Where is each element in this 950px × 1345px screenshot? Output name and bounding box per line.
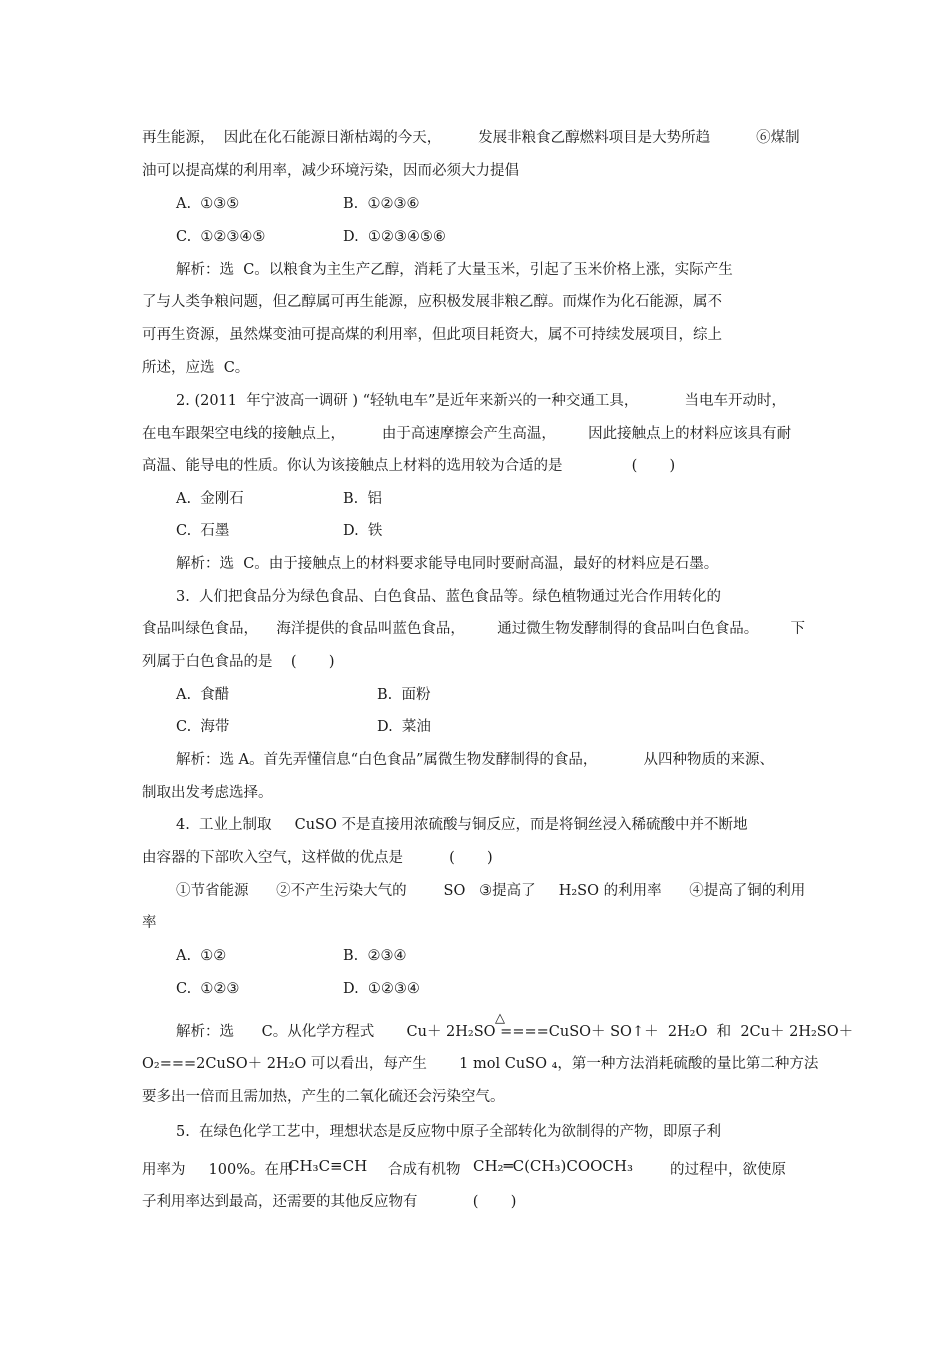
- option-c: C. ①②③: [176, 981, 240, 997]
- option-a: A. 金刚石: [176, 491, 244, 507]
- option-d: D. 菜油: [377, 719, 431, 735]
- option-a: A. ①②: [176, 948, 227, 964]
- analysis-text: O₂===2CuSO＋ 2H₂O 可以看出，每产生 1 mol CuSO ₄，第一种方法消耗硫酸的量比第二种方法: [142, 1056, 819, 1072]
- question-3-stem: 食品叫绿色食品， 海洋提供的食品叫蓝色食品， 通过微生物发酵制得的食品叫白色食品。 下: [142, 621, 805, 637]
- formula-propyne: CH₃C≡CH: [288, 1157, 368, 1175]
- option-b: B. ①②③⑥: [343, 196, 420, 212]
- question-5-stem: 用率为 100%。在用: [142, 1162, 294, 1178]
- analysis-text: 所述，应选 C。: [142, 360, 250, 376]
- analysis-text: 解析：选 A。首先弄懂信息“白色食品”属微生物发酵制得的食品， 从四种物质的来源、: [176, 752, 774, 768]
- question-5-stem: 的过程中，欲使原: [670, 1162, 786, 1178]
- option-c: C. 海带: [176, 719, 230, 735]
- formula-methyl-methacrylate: CH₂═C(CH₃)COOCH₃: [473, 1157, 633, 1175]
- option-b: B. 面粉: [377, 687, 431, 703]
- question-5-stem: 合成有机物: [388, 1162, 461, 1178]
- question-4-choices: 率: [142, 915, 157, 931]
- question-4-stem: 4. 工业上制取 CuSO 不是直接用浓硫酸与铜反应，而是将铜丝浸入稀硫酸中并不断地: [176, 817, 748, 833]
- analysis-text: 可再生资源，虽然煤变油可提高煤的利用率，但此项目耗资大，属不可持续发展项目，综上: [142, 327, 722, 343]
- option-d: D. 铁: [343, 523, 383, 539]
- option-c: C. ①②③④⑤: [176, 229, 266, 245]
- option-b: B. ②③④: [343, 948, 407, 964]
- question-4-choices: ①节省能源 ②不产生污染大气的 SO ③提高了 H₂SO 的利用率 ④提高了铜的利用: [176, 883, 806, 899]
- question-5-stem: 子利用率达到最高，还需要的其他反应物有 ( ): [142, 1194, 517, 1210]
- heat-triangle-icon: △: [495, 1011, 505, 1026]
- option-d: D. ①②③④: [343, 981, 420, 997]
- analysis-text: 了与人类争粮问题，但乙醇属可再生能源，应积极发展非粮乙醇。而煤作为化石能源，属不: [142, 294, 722, 310]
- question-2-stem: 2. (2011 年宁波高一调研 ) “轻轨电车”是近年来新兴的一种交通工具， 当电车开动时，: [176, 393, 787, 409]
- question-4-stem: 由容器的下部吹入空气，这样做的优点是 ( ): [142, 850, 493, 866]
- question-3-stem: 3. 人们把食品分为绿色食品、白色食品、蓝色食品等。绿色植物通过光合作用转化的: [176, 589, 722, 605]
- option-d: D. ①②③④⑤⑥: [343, 229, 446, 245]
- analysis-text: 解析：选 C。由于接触点上的材料要求能导电同时要耐高温，最好的材料应是石墨。: [176, 556, 719, 572]
- analysis-text: 解析：选 C。以粮食为主生产乙醇，消耗了大量玉米，引起了玉米价格上涨，实际产生: [176, 262, 733, 278]
- question-2-stem: 高温、能导电的性质。你认为该接触点上材料的选用较为合适的是 ( ): [142, 458, 676, 474]
- analysis-text: 解析：选 C。从化学方程式 Cu＋ 2H₂SO ====CuSO＋ SO↑＋ 2H₂O 和 2Cu＋ 2H₂SO＋: [176, 1024, 854, 1040]
- option-c: C. 石墨: [176, 523, 230, 539]
- question-5-stem: 5. 在绿色化学工艺中，理想状态是反应物中原子全部转化为欲制得的产物，即原子利: [176, 1124, 722, 1140]
- text-line: 再生能源， 因此在化石能源日渐枯竭的今天， 发展非粮食乙醇燃料项目是大势所趋 ⑥煤制: [142, 130, 800, 146]
- option-a: A. 食醋: [176, 687, 230, 703]
- question-2-stem: 在电车跟架空电线的接触点上， 由于高速摩擦会产生高温， 因此接触点上的材料应该具有耐: [142, 426, 792, 442]
- option-a: A. ①③⑤: [176, 196, 240, 212]
- question-3-stem: 列属于白色食品的是 ( ): [142, 654, 335, 670]
- analysis-text: 要多出一倍而且需加热，产生的二氧化硫还会污染空气。: [142, 1089, 505, 1105]
- analysis-text: 制取出发考虑选择。: [142, 785, 273, 801]
- option-b: B. 铝: [343, 491, 382, 507]
- text-line: 油可以提高煤的利用率，减少环境污染，因而必须大力提倡: [142, 163, 519, 179]
